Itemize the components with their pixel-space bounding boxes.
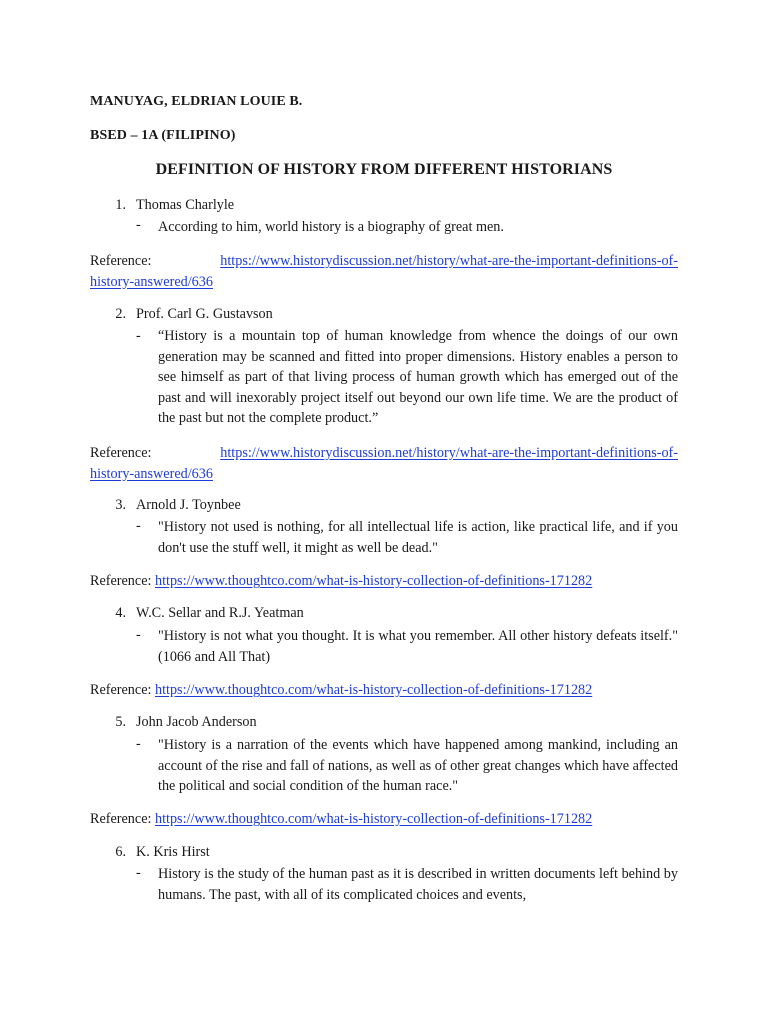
dash-bullet: - [136,736,141,752]
reference-link[interactable]: https://www.thoughtco.com/what-is-history-collection-of-definitions-171282 [154,682,593,698]
reference-link-continued[interactable]: history-answered/636 [90,465,213,482]
historian-name: Thomas Charlyle [136,197,235,213]
dash-bullet: - [136,217,141,233]
item-number: 5. [115,714,126,730]
historian-definition: "History is not what you thought. It is what you remember. All other history defeats itself." (1066 and All That) [158,628,678,665]
item-number: 1. [115,197,126,213]
item-number: 6. [115,844,126,860]
historian-definition: “History is a mountain top of human knowledge from whence the doings of our own generation may be scanned and fitted into proper dimensions. History enables a person to see himself as part of that living process of human growth which has emerged out of the past and will inexorably project itself out beyond our own life time. We are the product of the past but not the complete product.” [158,328,678,426]
reference-row [90,680,678,701]
dash-bullet: - [136,518,141,534]
dash-bullet: - [136,328,141,344]
item-number: 3. [115,497,126,513]
student-name: MANUYAG, ELDRIAN LOUIE B. [90,94,303,109]
historian-definition: "History is a narration of the events which have happened among mankind, including an account of the rise and fall of nations, as well as of other great changes which have affected the political and social condition of the human race." [158,737,678,794]
historian-definition: History is the study of the human past as it is described in written documents left behind by humans. The past, with all of its complicated choices and events, [158,866,678,903]
historian-name: John Jacob Anderson [136,714,257,730]
reference-row [90,251,678,292]
reference-link[interactable]: https://www.historydiscussion.net/history/what-are-the-important-definitions-of- [220,253,678,269]
reference-row [90,571,678,592]
historian-definition: "History not used is nothing, for all intellectual life is action, like practical life, and if you don't use the stuff well, it might as well be dead." [158,519,678,556]
historian-name: K. Kris Hirst [136,844,210,860]
reference-link-continued[interactable]: history-answered/636 [90,273,213,290]
historian-name: W.C. Sellar and R.J. Yeatman [136,605,304,621]
document-title: DEFINITION OF HISTORY FROM DIFFERENT HISTORIANS [155,161,613,178]
dash-bullet: - [136,865,141,881]
historian-name: Prof. Carl G. Gustavson [136,306,273,322]
dash-bullet: - [136,627,141,643]
reference-label: Reference: [90,253,152,269]
item-number: 2. [115,306,126,322]
reference-label: Reference: [90,682,152,698]
historian-name: Arnold J. Toynbee [136,497,241,513]
reference-label: Reference: [90,811,152,827]
reference-link[interactable]: https://www.historydiscussion.net/history/what-are-the-important-definitions-of- [220,445,678,461]
reference-link[interactable]: https://www.thoughtco.com/what-is-history-collection-of-definitions-171282 [154,573,593,589]
reference-label: Reference: [90,445,152,461]
reference-row [90,809,678,830]
historian-definition: According to him, world history is a biography of great men. [158,219,504,235]
item-number: 4. [115,605,126,621]
reference-row [90,443,678,484]
reference-link[interactable]: https://www.thoughtco.com/what-is-history-collection-of-definitions-171282 [154,811,593,827]
reference-label: Reference: [90,573,152,589]
course-label: BSED – 1A (FILIPINO) [90,128,236,143]
